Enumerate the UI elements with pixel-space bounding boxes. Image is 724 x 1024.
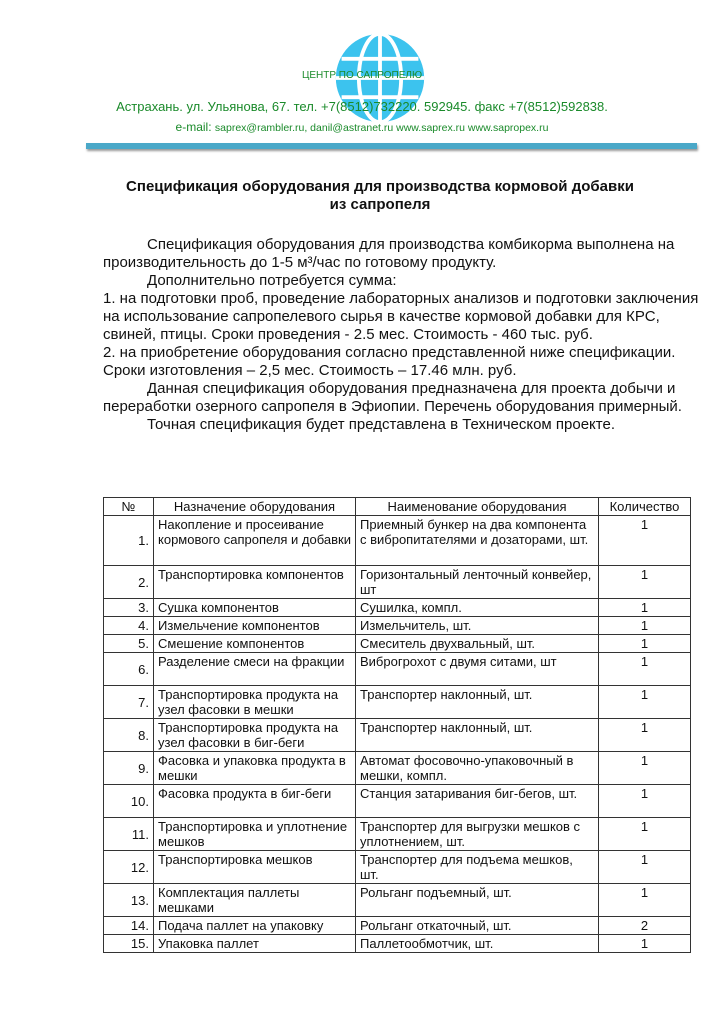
equipment-purpose: Смешение компонентов: [154, 635, 356, 653]
quantity: 1: [599, 851, 691, 884]
equipment-purpose: Фасовка продукта в биг-беги: [154, 785, 356, 818]
table-row: [104, 851, 691, 884]
equipment-purpose: Сушка компонентов: [154, 599, 356, 617]
row-number: 1.: [104, 516, 154, 566]
quantity: 1: [599, 566, 691, 599]
row-number: 11.: [104, 818, 154, 851]
logo-text: ЦЕНТР ПО САПРОПЕЛЮ: [301, 70, 423, 81]
quantity: 1: [599, 653, 691, 686]
row-number: 12.: [104, 851, 154, 884]
table-row: [104, 752, 691, 785]
row-number: 10.: [104, 785, 154, 818]
contacts: saprex@rambler.ru, danil@astranet.ru www.saprex.ru www.sapropex.ru: [214, 122, 549, 134]
paragraph: Точная спецификация будет представлена в Техническом проекте.: [147, 416, 616, 433]
quantity: 1: [599, 719, 691, 752]
equipment-purpose: Подача паллет на упаковку: [154, 917, 356, 935]
table-row: [104, 635, 691, 653]
header-cell: Назначение оборудования: [154, 498, 356, 516]
document-title: Спецификация оборудования для производства кормовой добавки из сапропеля: [126, 178, 634, 213]
table-row: [104, 617, 691, 635]
row-number: 14.: [104, 917, 154, 935]
row-number: 3.: [104, 599, 154, 617]
paragraph: 1. на подготовки проб, проведение лабораторных анализов и подготовки заключения на использование сапропелевого сырья в качестве кормовой добавки для КРС, свиней, птицы. Сроки проведения - 2.5 мес. Стоимость - 460 тыс. руб.: [103, 290, 699, 343]
quantity: 1: [599, 599, 691, 617]
table-row: [104, 516, 691, 566]
equipment-name: Автомат фосовочно-упаковочный в мешки, компл.: [356, 752, 599, 785]
row-number: 8.: [104, 719, 154, 752]
contacts-line: [0, 120, 724, 134]
paragraph: Дополнительно потребуется сумма:: [147, 272, 397, 289]
quantity: 2: [599, 917, 691, 935]
equipment-name: Станция затаривания биг-бегов, шт.: [356, 785, 599, 818]
equipment-purpose: Комплектация паллеты мешками: [154, 884, 356, 917]
table-row: [104, 599, 691, 617]
equipment-name: Транспортер для подъема мешков, шт.: [356, 851, 599, 884]
table-row: [104, 785, 691, 818]
equipment-name: Транспортер для выгрузки мешков с уплотнением, шт.: [356, 818, 599, 851]
paragraph: Данная спецификация оборудования предназначена для проекта добычи и переработки озерного сапропеля в Эфиопии. Перечень оборудования примерный.: [103, 380, 682, 415]
header-cell: Наименование оборудования: [356, 498, 599, 516]
quantity: 1: [599, 635, 691, 653]
quantity: 1: [599, 818, 691, 851]
equipment-name: Паллетообмотчик, шт.: [356, 935, 599, 953]
table-row: [104, 935, 691, 953]
paragraph: Спецификация оборудования для производства комбикорма выполнена на производительность до 1-5 м³/час по готовому продукту.: [103, 236, 675, 271]
row-number: 5.: [104, 635, 154, 653]
header-divider: [86, 143, 697, 149]
table-row: [104, 686, 691, 719]
quantity: 1: [599, 617, 691, 635]
equipment-name: Горизонтальный ленточный конвейер, шт: [356, 566, 599, 599]
quantity: 1: [599, 516, 691, 566]
row-number: 15.: [104, 935, 154, 953]
address: Астрахань. ул. Ульянова, 67. тел. +7(8512)732220. 592945. факс +7(8512)592838.: [116, 99, 608, 114]
row-number: 7.: [104, 686, 154, 719]
header-cell: Количество: [599, 498, 691, 516]
row-number: 2.: [104, 566, 154, 599]
header-cell: №: [104, 498, 154, 516]
table-row: [104, 653, 691, 686]
equipment-purpose: Измельчение компонентов: [154, 617, 356, 635]
equipment-purpose: Разделение смеси на фракции: [154, 653, 356, 686]
table-row: [104, 884, 691, 917]
equipment-name: Рольганг подъемный, шт.: [356, 884, 599, 917]
equipment-name: Рольганг откаточный, шт.: [356, 917, 599, 935]
equipment-name: Смеситель двухвальный, шт.: [356, 635, 599, 653]
equipment-name: Приемный бункер на два компонента с вибропитателями и дозаторами, шт.: [356, 516, 599, 566]
email-label: e-mail:: [175, 120, 212, 134]
equipment-purpose: Упаковка паллет: [154, 935, 356, 953]
equipment-name: Транспортер наклонный, шт.: [356, 686, 599, 719]
document-body: [103, 236, 703, 434]
equipment-purpose: Транспортировка продукта на узел фасовки в мешки: [154, 686, 356, 719]
table-row: [104, 566, 691, 599]
equipment-purpose: Транспортировка компонентов: [154, 566, 356, 599]
equipment-purpose: Транспортировка и уплотнение мешков: [154, 818, 356, 851]
quantity: 1: [599, 785, 691, 818]
table-row: [104, 719, 691, 752]
equipment-purpose: Накопление и просеивание кормового сапропеля и добавки: [154, 516, 356, 566]
row-number: 4.: [104, 617, 154, 635]
equipment-name: Виброгрохот с двумя ситами, шт: [356, 653, 599, 686]
quantity: 1: [599, 935, 691, 953]
equipment-name: Сушилка, компл.: [356, 599, 599, 617]
table-header-row: [104, 498, 691, 516]
quantity: 1: [599, 884, 691, 917]
row-number: 6.: [104, 653, 154, 686]
equipment-table: [103, 497, 691, 953]
quantity: 1: [599, 752, 691, 785]
equipment-purpose: Транспортировка продукта на узел фасовки в биг-беги: [154, 719, 356, 752]
equipment-name: Транспортер наклонный, шт.: [356, 719, 599, 752]
equipment-name: Измельчитель, шт.: [356, 617, 599, 635]
equipment-purpose: Фасовка и упаковка продукта в мешки: [154, 752, 356, 785]
table-row: [104, 917, 691, 935]
row-number: 9.: [104, 752, 154, 785]
quantity: 1: [599, 686, 691, 719]
table-row: [104, 818, 691, 851]
paragraph: 2. на приобретение оборудования согласно представленной ниже спецификации. Сроки изготовления – 2,5 мес. Стоимость – 17.46 млн. руб.: [103, 344, 676, 379]
equipment-purpose: Транспортировка мешков: [154, 851, 356, 884]
row-number: 13.: [104, 884, 154, 917]
